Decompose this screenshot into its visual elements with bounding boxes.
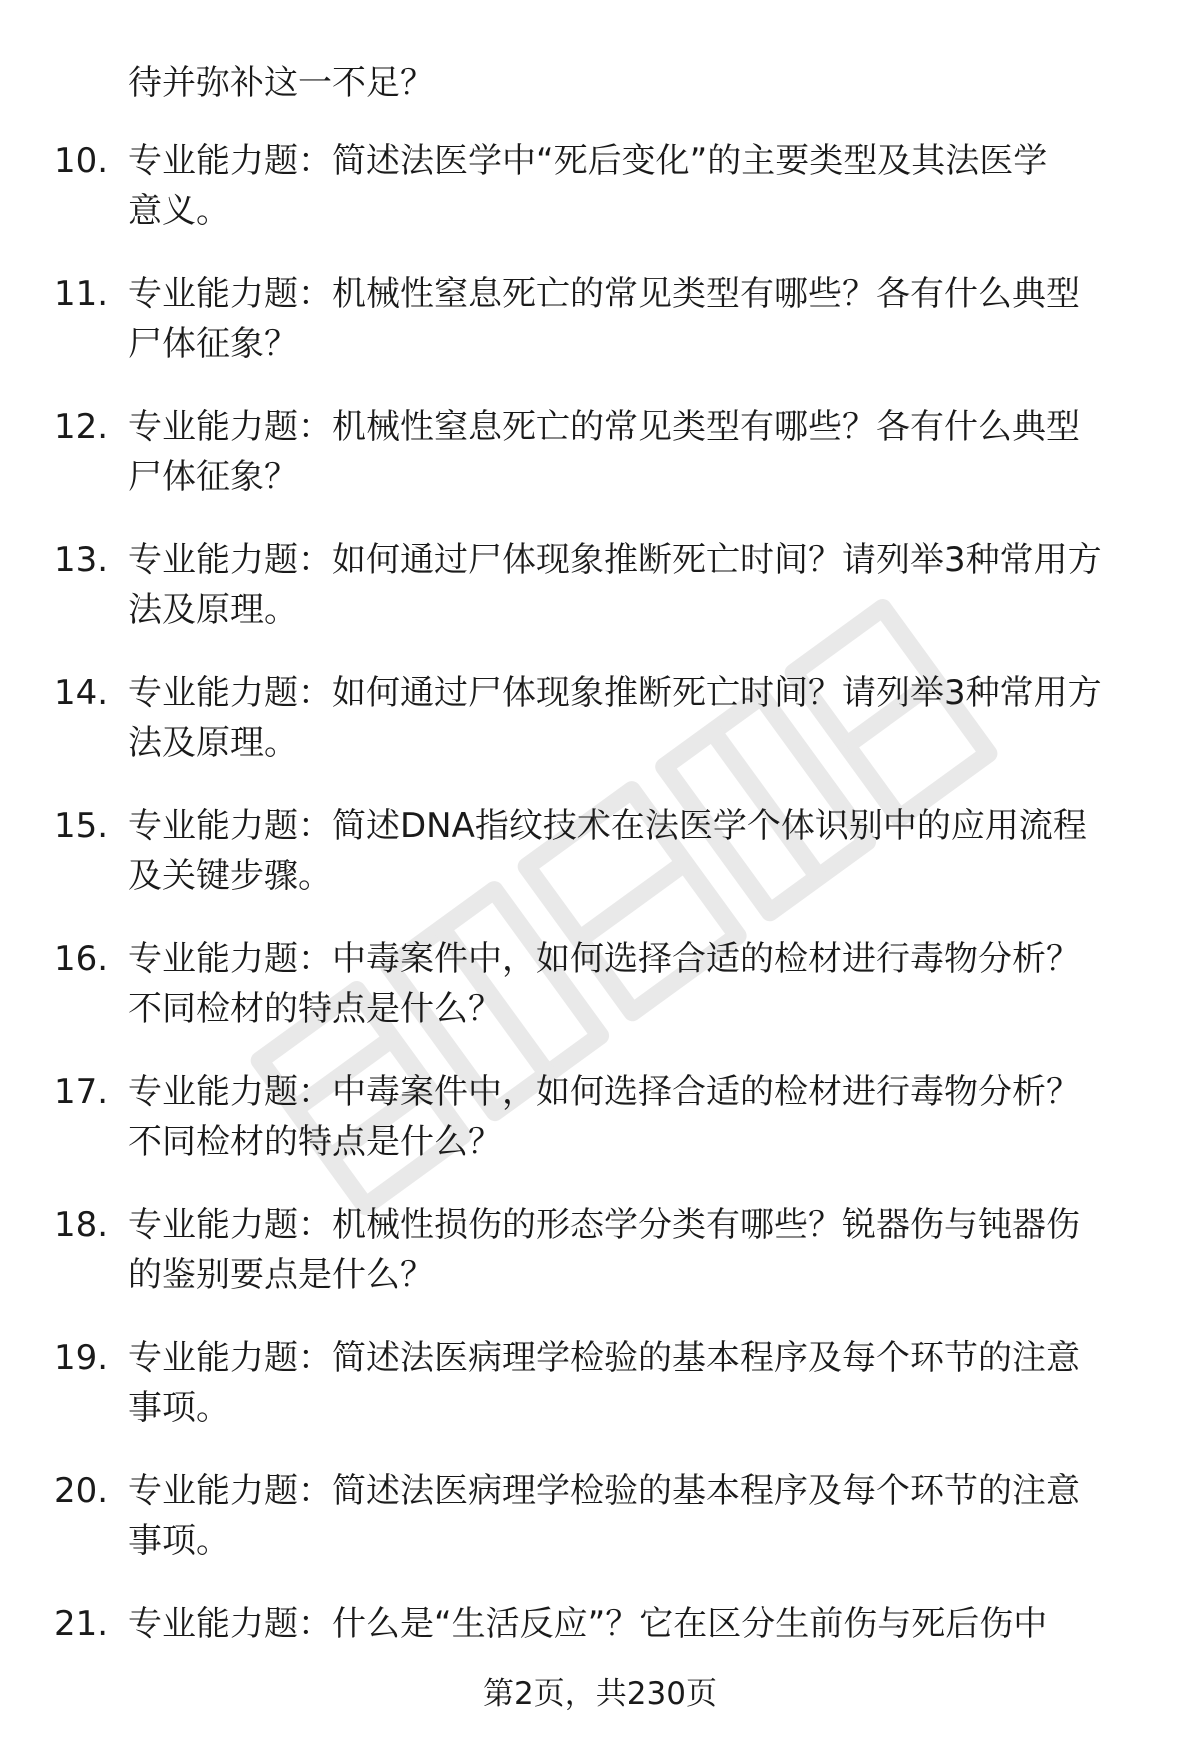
question-number: 17. — [54, 1072, 109, 1112]
question-text — [128, 934, 1163, 1034]
question-number: 10. — [54, 141, 109, 181]
question-text — [128, 136, 1163, 236]
question-text-line: 专业能力题：中毒案件中，如何选择合适的检材进行毒物分析？ — [128, 939, 1080, 979]
question-text-line: 法及原理。 — [128, 590, 298, 630]
question-text-line: 专业能力题：机械性损伤的形态学分类有哪些？锐器伤与钝器伤 — [128, 1205, 1080, 1245]
question-item — [0, 934, 1200, 1067]
question-number: 18. — [54, 1205, 109, 1245]
question-number: 11. — [54, 274, 109, 314]
question-text-line: 法及原理。 — [128, 723, 298, 763]
question-item — [0, 402, 1200, 535]
question-text-line: 专业能力题：简述法医学中“死后变化”的主要类型及其法医学 — [128, 141, 1048, 181]
question-text-line: 的鉴别要点是什么？ — [128, 1255, 434, 1295]
question-text-line: 专业能力题：简述DNA指纹技术在法医学个体识别中的应用流程 — [128, 806, 1087, 846]
question-number: 12. — [54, 407, 109, 447]
question-item — [0, 136, 1200, 269]
question-text-line: 专业能力题：如何通过尸体现象推断死亡时间？请列举3种常用方 — [128, 673, 1102, 713]
question-number: 21. — [54, 1604, 109, 1644]
question-text-line: 专业能力题：简述法医病理学检验的基本程序及每个环节的注意 — [128, 1471, 1080, 1511]
question-number: 16. — [54, 939, 109, 979]
question-text — [128, 1599, 1163, 1649]
question-text-line: 专业能力题：什么是“生活反应”？它在区分生前伤与死后伤中 — [128, 1604, 1048, 1644]
question-text — [128, 801, 1163, 901]
question-text-line: 专业能力题：简述法医病理学检验的基本程序及每个环节的注意 — [128, 1338, 1080, 1378]
question-list — [0, 136, 1200, 1732]
question-text-line: 不同检材的特点是什么？ — [128, 1122, 502, 1162]
question-text-line: 专业能力题：机械性窒息死亡的常见类型有哪些？各有什么典型 — [128, 274, 1080, 314]
question-text — [128, 535, 1163, 635]
question-text — [128, 402, 1163, 502]
question-item — [0, 269, 1200, 402]
question-number: 14. — [54, 673, 109, 713]
question-text-line: 不同检材的特点是什么？ — [128, 989, 502, 1029]
question-item — [0, 801, 1200, 934]
question-text-line: 专业能力题：如何通过尸体现象推断死亡时间？请列举3种常用方 — [128, 540, 1102, 580]
question-text-line: 尸体征象？ — [128, 457, 298, 497]
question-text — [128, 1200, 1163, 1300]
question-text — [128, 1333, 1163, 1433]
question-item — [0, 1067, 1200, 1200]
question-number: 13. — [54, 540, 109, 580]
question-text-line: 事项。 — [128, 1521, 230, 1561]
question-item — [0, 535, 1200, 668]
question-text-line: 意义。 — [128, 191, 230, 231]
question-text-line: 事项。 — [128, 1388, 230, 1428]
question-text — [128, 1466, 1163, 1566]
question-number: 15. — [54, 806, 109, 846]
question-text-line: 专业能力题：机械性窒息死亡的常见类型有哪些？各有什么典型 — [128, 407, 1080, 447]
question-item — [0, 1333, 1200, 1466]
question-text-line: 及关键步骤。 — [128, 856, 332, 896]
question-item — [0, 1200, 1200, 1333]
page-number-footer: 第2页，共230页 — [483, 1676, 717, 1712]
question-number: 19. — [54, 1338, 109, 1378]
question-text — [128, 1067, 1163, 1167]
question-item — [0, 668, 1200, 801]
continued-question-text: 待并弥补这一不足？ — [128, 63, 434, 103]
question-text — [128, 269, 1163, 369]
question-text-line: 尸体征象？ — [128, 324, 298, 364]
question-text — [128, 668, 1163, 768]
question-item — [0, 1466, 1200, 1599]
question-number: 20. — [54, 1471, 109, 1511]
question-text-line: 专业能力题：中毒案件中，如何选择合适的检材进行毒物分析？ — [128, 1072, 1080, 1112]
